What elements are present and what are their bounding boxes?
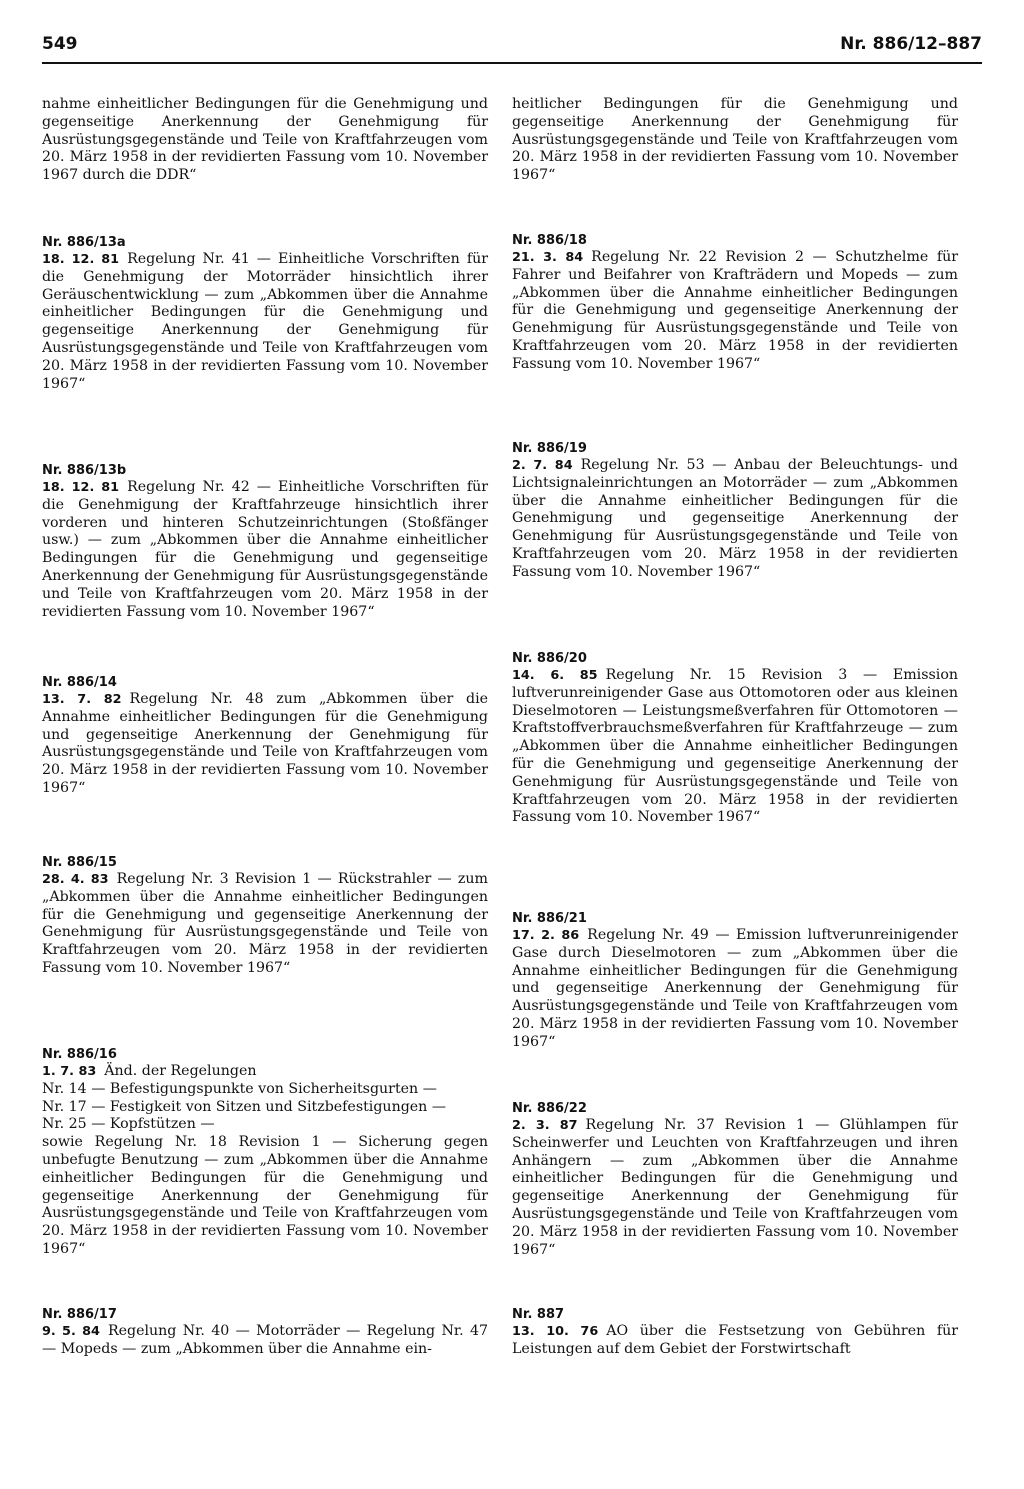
entry-number: Nr. 886/13a: [42, 235, 126, 250]
entry-number: Nr. 887: [512, 1307, 565, 1322]
entry-886-21: [512, 910, 958, 1052]
entry-number: Nr. 886/14: [42, 675, 117, 690]
entry-886-14: [42, 674, 488, 798]
page-title: Nr. 886/12–887: [840, 34, 982, 54]
entry-description: Regelung Nr. 22 Revision 2 — Schutzhelme für Fahrer und Beifahrer von Krafträdern und Mopeds — zum „Abkommen über die Annahme einheitlicher Bedingungen für die Genehmigung und gegenseitige Anerkennung der Genehmigung für Ausrüstungsgegenstände und Teile von Kraftfahrzeugen vom 20. März 1958 in der revidierten Fassung vom 10. November 1967“: [512, 249, 958, 372]
entry-date: 28. 4. 83: [42, 872, 109, 887]
entry-number: Nr. 886/13b: [42, 463, 127, 478]
right-column: [512, 96, 959, 1357]
entry-886-22: [512, 1100, 958, 1259]
entry-description: sowie Regelung Nr. 18 Revision 1 — Sicherung gegen unbefugte Benutzung — zum „Abkommen über die Annahme einheitlicher Bedingungen für die Genehmigung und gegenseitige Anerkennung der Genehmigung für Ausrüstungsgegenstände und Teile von Kraftfahrzeugen vom 20. März 1958 in der revidierten Fassung vom 10. November 1967“: [42, 1134, 488, 1257]
entry-description: Regelung Nr. 40 — Motorräder — Regelung Nr. 47 — Mopeds — zum „Abkommen über die Annahme ein-: [42, 1323, 488, 1357]
entry-description: Regelung Nr. 42 — Einheitliche Vorschriften für die Genehmigung der Kraftfahrzeuge hinsichtlich ihrer vorderen und hinteren Schutzeinrichtungen (Stoßfänger usw.) — zum „Abkommen über die Annahme einheitlicher Bedingungen für die Genehmigung und gegenseitige Anerkennung der Genehmigung für Ausrüstungsgegenstände und Teile von Kraftfahrzeugen vom 20. März 1958 in der revidierten Fassung vom 10. November 1967“: [42, 479, 488, 620]
entry-description: Regelung Nr. 37 Revision 1 — Glühlampen für Scheinwerfer und Leuchten von Kraftfahrzeugen und ihren Anhängern — zum „Abkommen über die Annahme einheitlicher Bedingungen für die Genehmigung und gegenseitige Anerkennung der Genehmigung für Ausrüstungsgegenstände und Teile von Kraftfahrzeugen vom 20. März 1958 in der revidierten Fassung vom 10. November 1967“: [512, 1117, 958, 1258]
right-continuation-text: heitlicher Bedingungen für die Genehmigung und gegenseitige Anerkennung der Genehmigung für Ausrüstungsgegenstände und Teile von Kraftfahrzeugen vom 20. März 1958 in der revidierten Fassung vom 10. November 1967“: [512, 96, 958, 184]
entry-886-13a: [42, 234, 488, 393]
entry-number: Nr. 886/18: [512, 233, 587, 248]
entry-text: [512, 457, 958, 582]
entry-text: [512, 1117, 958, 1259]
left-column: [42, 96, 489, 1357]
entry-text: [42, 691, 488, 798]
entry-date: 2. 7. 84: [512, 458, 573, 473]
entry-text: [512, 249, 958, 374]
entry-number: Nr. 886/16: [42, 1047, 117, 1062]
page-header: [42, 34, 982, 66]
entry-text: [42, 1323, 488, 1359]
entry-date: 18. 12. 81: [42, 480, 120, 495]
entry-date: 21. 3. 84: [512, 250, 584, 265]
entry-date: 13. 10. 76: [512, 1324, 599, 1339]
entry-text: [512, 1323, 958, 1359]
entry-date: 9. 5. 84: [42, 1324, 100, 1339]
entry-number: Nr. 886/21: [512, 911, 587, 926]
entry-number: Nr. 886/17: [42, 1307, 117, 1322]
entry-886-20: [512, 650, 958, 827]
entry-text: [42, 1063, 488, 1259]
entry-description: Regelung Nr. 49 — Emission luftverunreinigender Gase durch Dieselmotoren — zum „Abkommen über die Annahme einheitlicher Bedingungen für die Genehmigung und gegenseitige Anerkennung der Genehmigung für Ausrüstungsgegenstände und Teile von Kraftfahrzeugen vom 20. März 1958 in der revidierten Fassung vom 10. November 1967“: [512, 927, 959, 1050]
amended-regulation-line: Nr. 14 — Befestigungspunkte von Sicherheitsgurten —: [42, 1080, 437, 1097]
amended-regulation-line: Nr. 17 — Festigkeit von Sitzen und Sitzbefestigungen —: [42, 1098, 447, 1115]
entry-number: Nr. 886/22: [512, 1101, 587, 1116]
entry-number: Nr. 886/15: [42, 855, 117, 870]
entry-887: [512, 1306, 958, 1359]
entry-description: Regelung Nr. 48 zum „Abkommen über die Annahme einheitlicher Bedingungen für die Genehmigung und gegenseitige Anerkennung der Genehmigung für Ausrüstungsgegenstände und Teile von Kraftfahrzeugen vom 20. März 1958 in der revidierten Fassung vom 10. November 1967“: [42, 691, 489, 796]
entry-date: 2. 3. 87: [512, 1118, 578, 1133]
entry-text: [512, 667, 958, 827]
entry-number: Nr. 886/19: [512, 441, 587, 456]
left-continuation-text: nahme einheitlicher Bedingungen für die Genehmigung und gegenseitige Anerkennung der Genehmigung für Ausrüstungsgegenstände und Teile von Kraftfahrzeugen vom 20. März 1958 in der revidierten Fassung vom 10. November 1967 durch die DDR“: [42, 96, 488, 184]
entry-886-15: [42, 854, 488, 978]
header-rule: [42, 62, 982, 64]
entry-text: [42, 479, 488, 621]
entry-date: 14. 6. 85: [512, 668, 598, 683]
entry-description: Regelung Nr. 3 Revision 1 — Rückstrahler — zum „Abkommen über die Annahme einheitlicher Bedingungen für die Genehmigung und gegenseitige Anerkennung der Genehmigung für Ausrüstungsgegenstände und Teile von Kraftfahrzeugen vom 20. März 1958 in der revidierten Fassung vom 10. November 1967“: [42, 871, 488, 976]
entry-date: 17. 2. 86: [512, 928, 580, 943]
amended-regulation-line: Nr. 25 — Kopfstützen —: [42, 1116, 215, 1133]
entry-886-19: [512, 440, 958, 582]
entry-description: Regelung Nr. 41 — Einheitliche Vorschriften für die Genehmigung der Motorräder hinsichtlich ihrer Geräuschentwicklung — zum „Abkommen über die Annahme einheitlicher Bedingungen für die Genehmigung und gegenseitige Anerkennung der Genehmigung für Ausrüstungsgegenstände und Teile von Kraftfahrzeugen vom 20. März 1958 in der revidierten Fassung vom 10. November 1967“: [42, 251, 488, 392]
entry-886-17: [42, 1306, 488, 1359]
entry-intro: Änd. der Regelungen: [104, 1063, 257, 1079]
entry-text: [42, 251, 488, 393]
entry-date: 13. 7. 82: [42, 692, 122, 707]
entry-text: [42, 871, 488, 978]
entry-886-13b: [42, 462, 488, 621]
entry-886-18: [512, 232, 958, 374]
entry-886-16: [42, 1046, 488, 1259]
entry-text: [512, 927, 958, 1052]
page-number: 549: [42, 34, 78, 54]
entry-description: Regelung Nr. 53 — Anbau der Beleuchtungs- und Lichtsignaleinrichtungen an Motorräder — zum „Abkommen über die Annahme einheitlicher Bedingungen für die Genehmigung und gegenseitige Anerkennung der Genehmigung für Ausrüstungsgegenstände und Teile von Kraftfahrzeugen vom 20. März 1958 in der revidierten Fassung vom 10. November 1967“: [512, 457, 958, 580]
entry-date: 18. 12. 81: [42, 252, 120, 267]
entry-number: Nr. 886/20: [512, 651, 587, 666]
entry-date: 1. 7. 83: [42, 1064, 97, 1079]
entry-description: AO über die Festsetzung von Gebühren für Leistungen auf dem Gebiet der Forstwirtschaft: [512, 1323, 958, 1357]
entry-description: Regelung Nr. 15 Revision 3 — Emission luftverunreinigender Gase aus Ottomotoren oder aus kleinen Dieselmotoren — Leistungsmeßverfahren für Ottomotoren — Kraftstoffverbrauchsmeßverfahren für Kraftfahrzeuge — zum „Abkommen über die Annahme einheitlicher Bedingungen für die Genehmigung und gegenseitige Anerkennung der Genehmigung für Ausrüstungsgegenstände und Teile von Kraftfahrzeugen vom 20. März 1958 in der revidierten Fassung vom 10. November 1967“: [512, 667, 958, 826]
